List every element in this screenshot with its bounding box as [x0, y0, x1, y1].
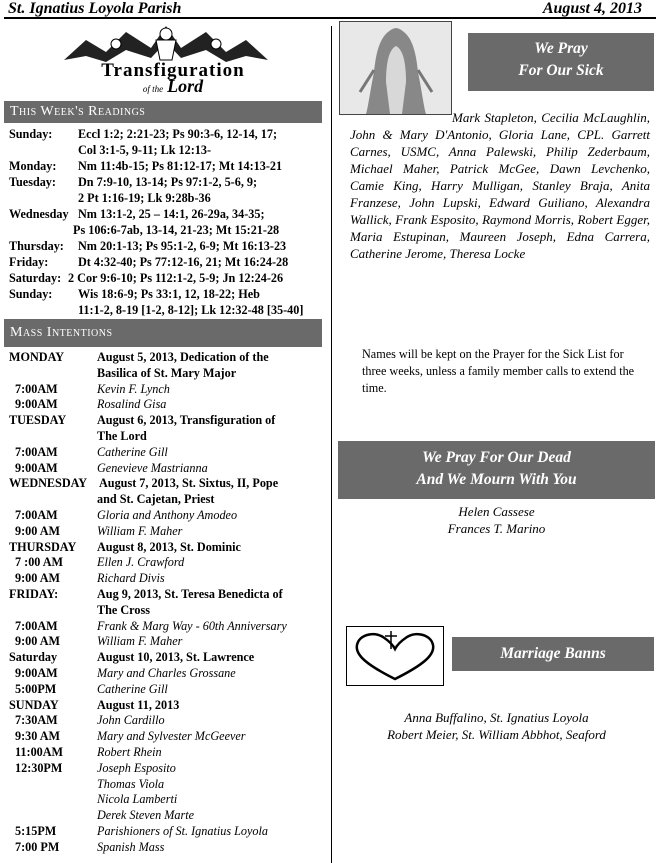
mass-intention: Catherine Gill [97, 444, 168, 459]
heart-cross-icon [346, 626, 444, 686]
mass-feast: August 7, 2013, St. Sixtus, II, Pope [99, 476, 279, 491]
reading-citation: 2 Cor 9:6-10; Ps 112:1-2, 5-9; Jn 12:24-26 [68, 271, 284, 285]
mass-time: 7:00 PM [15, 839, 60, 854]
sick-heading-line1: We Pray [534, 40, 588, 57]
mass-time: 9:00AM [15, 666, 58, 680]
reading-citation: Nm 13:1-2, 25 – 14:1, 26-29a, 34-35; [78, 207, 265, 221]
reading-citation: Dn 7:9-10, 13-14; Ps 97:1-2, 5-6, 9; [78, 175, 258, 189]
mass-heading-bar [4, 319, 322, 347]
reading-citation: Wis 18:6-9; Ps 33:1, 12, 18-22; Heb [78, 287, 260, 301]
deceased-name: Frances T. Marino [447, 521, 546, 536]
mass-day: TUESDAY [9, 413, 67, 428]
reading-day: Sunday: [9, 287, 53, 301]
sick-heading-bar [468, 33, 654, 91]
mass-feast: August 6, 2013, Transfiguration of [97, 413, 276, 428]
mass-time: 9:00 AM [15, 523, 61, 538]
mass-time: 9:00AM [15, 397, 58, 412]
mass-intention: Genevieve Mastrianna [97, 460, 208, 475]
reading-day: Friday: [9, 255, 49, 269]
banns-name: Robert Meier, St. William Abbhot, Seaford [387, 727, 606, 742]
mass-day: MONDAY [9, 350, 65, 364]
dead-heading-bar [338, 441, 655, 499]
mass-intention: Mary and Sylvester McGeever [97, 729, 246, 744]
mass-time: 9:30 AM [15, 729, 61, 744]
mass-feast: August 10, 2013, St. Lawrence [97, 650, 255, 665]
header-rule [4, 17, 656, 19]
mass-day: Saturday [9, 650, 58, 665]
mass-time: 9:00AM [15, 460, 58, 475]
dead-heading-line2: And We Mourn With You [416, 471, 577, 488]
logo-subtitle: of the Lord [142, 76, 204, 96]
bulletin-date: August 4, 2013 [542, 0, 642, 17]
mass-intention: Thomas Viola [97, 776, 165, 791]
mass-time: 5:15PM [15, 824, 57, 838]
deceased-name: Helen Cassese [458, 504, 535, 519]
mass-intention: Richard Divis [97, 571, 165, 586]
mass-heading: Mass Intentions [10, 325, 113, 340]
mass-intention: Kevin F. Lynch [97, 381, 170, 396]
reading-citation: Col 3:1-5, 9-11; Lk 12:13- [78, 143, 212, 157]
mass-intention: Derek Steven Marte [97, 808, 194, 823]
mass-day: THURSDAY [9, 539, 77, 554]
mass-time: 7:00AM [15, 381, 58, 396]
sick-heading-line2: For Our Sick [518, 62, 604, 79]
reading-day: Tuesday: [9, 175, 56, 189]
reading-day: Sunday: [9, 127, 53, 141]
column-divider [331, 26, 332, 863]
sick-names: Mark Stapleton, Cecilia McLaughlin, John & Mary D'Antonio, Gloria Lane, CPL. Garrett Carnes, USMC, Anna Palewski, Philip Zederbaum, Michael Maher, Patrick McGee, Dawn Levchenko, Camie King, Harry Mulligan, Stanley Braja, Anita Franzese, John Lupski, Edward Guiliano, Alexandra Wallick, Frank Esposito, Raymond Morris, Robert Egger, Maria Estupinan, Maureen Joseph, Edna Carrera, Catherine Jerome, Theresa Locke [350, 110, 650, 261]
mass-day: WEDNESDAY [9, 476, 88, 491]
mass-feast-continued: The Lord [97, 429, 147, 443]
mass-intention: Gloria and Anthony Amodeo [97, 508, 238, 522]
mass-intention: Rosalind Gisa [97, 397, 167, 412]
reading-citation: Nm 20:1-13; Ps 95:1-2, 6-9; Mt 16:13-23 [78, 239, 287, 253]
reading-day: Wednesday [9, 207, 69, 221]
logo-title: Transfiguration [101, 60, 245, 81]
mass-time: 7:00AM [15, 508, 58, 522]
sick-list-note: Names will be kept on the Prayer for the Sick List for three weeks, unless a family member calls to extend the time. [362, 347, 635, 395]
mass-time: 11:00AM [15, 745, 64, 759]
reading-day: Monday: [9, 159, 57, 173]
mass-time: 7 :00 AM [15, 555, 64, 570]
mass-feast-continued: Basilica of St. Mary Major [97, 365, 237, 380]
mass-feast: August 11, 2013 [97, 697, 180, 712]
marriage-heading: Marriage Banns [452, 637, 654, 671]
readings-heading-bar [4, 101, 322, 123]
mass-intention: William F. Maher [97, 523, 183, 538]
mass-feast-continued: The Cross [97, 602, 150, 617]
reading-citation: Eccl 1:2; 2:21-23; Ps 90:3-6, 12-14, 17; [78, 127, 278, 141]
deceased-names [338, 503, 655, 537]
mary-statue-image [339, 21, 452, 115]
mass-intention: Nicola Lamberti [97, 792, 178, 807]
mass-feast: August 5, 2013, Dedication of the [97, 350, 269, 364]
mass-time: 9:00 AM [15, 571, 61, 586]
marriage-names [338, 709, 655, 743]
dead-heading-line1: We Pray For Our Dead [422, 449, 571, 466]
mass-day: SUNDAY [9, 697, 59, 712]
mass-time: 12:30PM [15, 760, 63, 775]
mass-feast-continued: and St. Cajetan, Priest [97, 492, 215, 507]
mass-time: 9:00 AM [15, 634, 61, 649]
mass-intention: Frank & Marg Way - 60th Anniversary [97, 618, 287, 633]
mass-intention: Mary and Charles Grossane [97, 666, 236, 680]
mass-intention: Spanish Mass [97, 839, 165, 854]
mass-day: FRIDAY: [9, 587, 59, 601]
mass-intention: William F. Maher [97, 634, 183, 649]
mass-intention: John Cardillo [97, 713, 165, 728]
banns-name: Anna Buffalino, St. Ignatius Loyola [404, 710, 589, 725]
parish-name: St. Ignatius Loyola Parish [8, 0, 182, 17]
mass-intention: Robert Rhein [97, 745, 162, 759]
reading-citation: Ps 106:6-7ab, 13-14, 21-23; Mt 15:21-28 [73, 223, 280, 237]
reading-citation: 11:1-2, 8-19 [1-2, 8-12]; Lk 12:32-48 [35-40] [78, 303, 304, 317]
mass-intention: Catherine Gill [97, 681, 168, 696]
mass-time: 7:00AM [15, 444, 58, 459]
mass-time: 5:00PM [15, 681, 57, 696]
mass-time: 7:30AM [15, 713, 58, 728]
mass-feast: August 8, 2013, St. Dominic [97, 539, 241, 554]
mass-intention: Ellen J. Crawford [97, 555, 185, 570]
reading-day: Saturday: [9, 271, 62, 285]
reading-citation: Nm 11:4b-15; Ps 81:12-17; Mt 14:13-21 [78, 159, 283, 173]
mass-feast: Aug 9, 2013, St. Teresa Benedicta of [97, 587, 283, 601]
mass-intention: Joseph Esposito [97, 760, 176, 775]
reading-citation: 2 Pt 1:16-19; Lk 9:28b-36 [78, 191, 211, 205]
reading-citation: Dt 4:32-40; Ps 77:12-16, 21; Mt 16:24-28 [78, 255, 289, 269]
mass-time: 7:00AM [15, 618, 58, 633]
mass-intention: Parishioners of St. Ignatius Loyola [97, 824, 268, 838]
reading-day: Thursday: [9, 239, 64, 253]
readings-heading: This Week's Readings [10, 104, 146, 119]
